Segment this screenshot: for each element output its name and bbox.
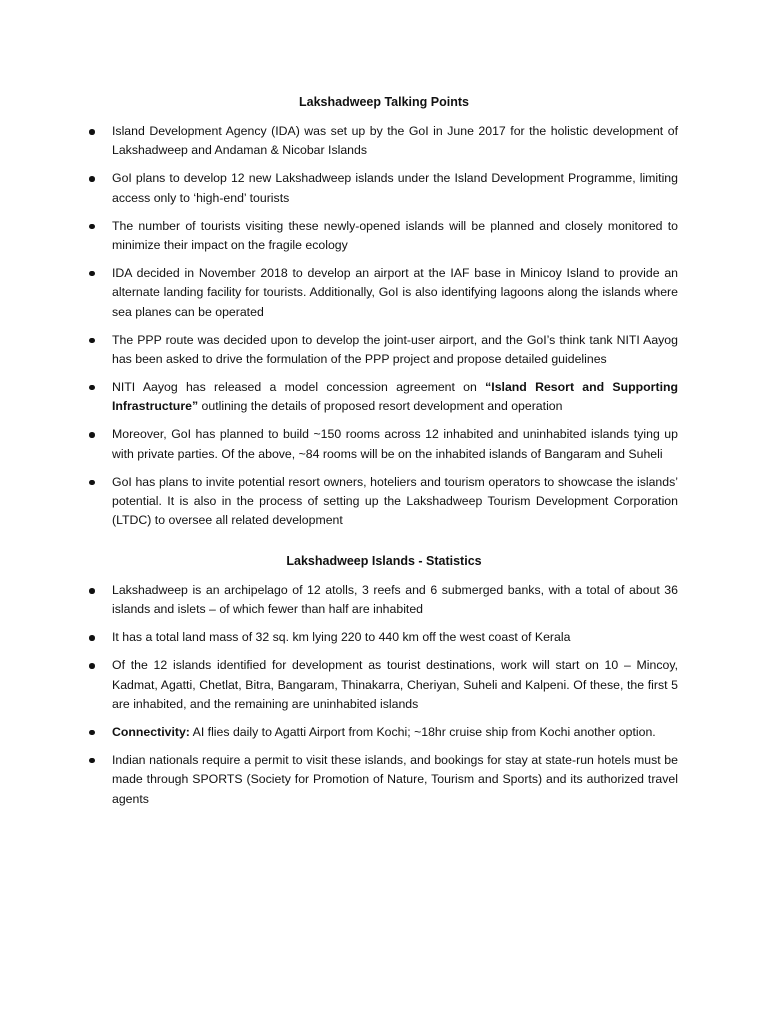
item-text: Indian nationals require a permit to visit these islands, and bookings for stay at state-run hotels must be made through SPORTS (Society for Promotion of Nature, Tourism and Sports) and its authorized travel agents [112,752,678,806]
list-item [0,217,678,256]
section-title-statistics: Lakshadweep Islands - Statistics [286,554,482,568]
list-item [0,473,678,531]
bullet-icon [89,129,95,135]
item-text: It has a total land mass of 32 sq. km lying 220 to 440 km off the west coast of Kerala [112,630,571,645]
bold-text: Connectivity: [112,724,190,739]
list-item [0,723,678,742]
bullet-icon [89,224,95,230]
section-title-talking-points: Lakshadweep Talking Points [299,95,469,109]
list-item [0,378,678,417]
bullet-icon [89,338,95,344]
item-text: IDA decided in November 2018 to develop an airport at the IAF base in Minicoy Island to provide an alternate landing facility for tourists. Additionally, GoI is also identifying lagoons along the islands where sea planes can be operated [112,265,678,319]
list-item [0,751,678,809]
item-text: Island Development Agency (IDA) was set up by the GoI in June 2017 for the holistic development of Lakshadweep and Andaman & Nicobar Islands [112,124,678,158]
list-item [0,656,678,714]
bullet-icon [89,385,95,391]
list-item [0,331,678,370]
item-text: NITI Aayog has released a model concession agreement on [112,379,486,394]
bullet-icon [89,432,95,438]
item-text: GoI has plans to invite potential resort owners, hoteliers and tourism operators to showcase the islands’ potential. It is also in the process of setting up the Lakshadweep Tourism Development Corporation (LTDC) to oversee all related development [112,474,678,528]
item-text: AI flies daily to Agatti Airport from Kochi; ~18hr cruise ship from Kochi another option. [189,724,656,739]
bullet-icon [89,663,95,669]
bullet-icon [89,635,95,641]
list-item [0,169,678,208]
talking-points-list [0,122,678,539]
bullet-icon [89,758,95,764]
bullet-icon [89,480,95,486]
item-text: Lakshadweep is an archipelago of 12 atolls, 3 reefs and 6 submerged banks, with a total of about 36 islands and islets – of which fewer than half are inhabited [112,583,678,617]
item-text: The PPP route was decided upon to develop the joint-user airport, and the GoI’s think tank NITI Aayog has been asked to drive the formulation of the PPP project and propose detailed guidelines [112,332,678,367]
list-item [0,122,678,161]
list-item [0,628,678,647]
item-text: outlining the details of proposed resort development and operation [198,399,563,414]
item-text: Moreover, GoI has planned to build ~150 rooms across 12 inhabited and uninhabited islands tying up with private parties. Of the above, ~84 rooms will be on the inhabited islands of Bangaram and Suheli [112,427,678,461]
bullet-icon [89,730,95,736]
statistics-list [0,581,678,818]
list-item [0,425,678,464]
bullet-icon [89,588,95,594]
list-item [0,581,678,620]
bold-text: “Island Resort and Supporting Infrastructure” [112,379,679,414]
list-item [0,264,678,322]
item-text: Of the 12 islands identified for development as tourist destinations, work will start on 10 – Mincoy, Kadmat, Agatti, Chetlat, Bitra, Bangaram, Thinakarra, Cheriyan, Suheli and Kalpeni. Of these, the first 5 are inhabited, and the remaining are uninhabited islands [112,658,678,712]
bullet-icon [89,271,95,277]
item-text: The number of tourists visiting these newly-opened islands will be planned and closely monitored to minimize their impact on the fragile ecology [112,218,678,253]
bullet-icon [89,176,95,182]
item-text: GoI plans to develop 12 new Lakshadweep islands under the Island Development Programme, limiting access only to ‘high-end’ tourists [112,171,678,205]
